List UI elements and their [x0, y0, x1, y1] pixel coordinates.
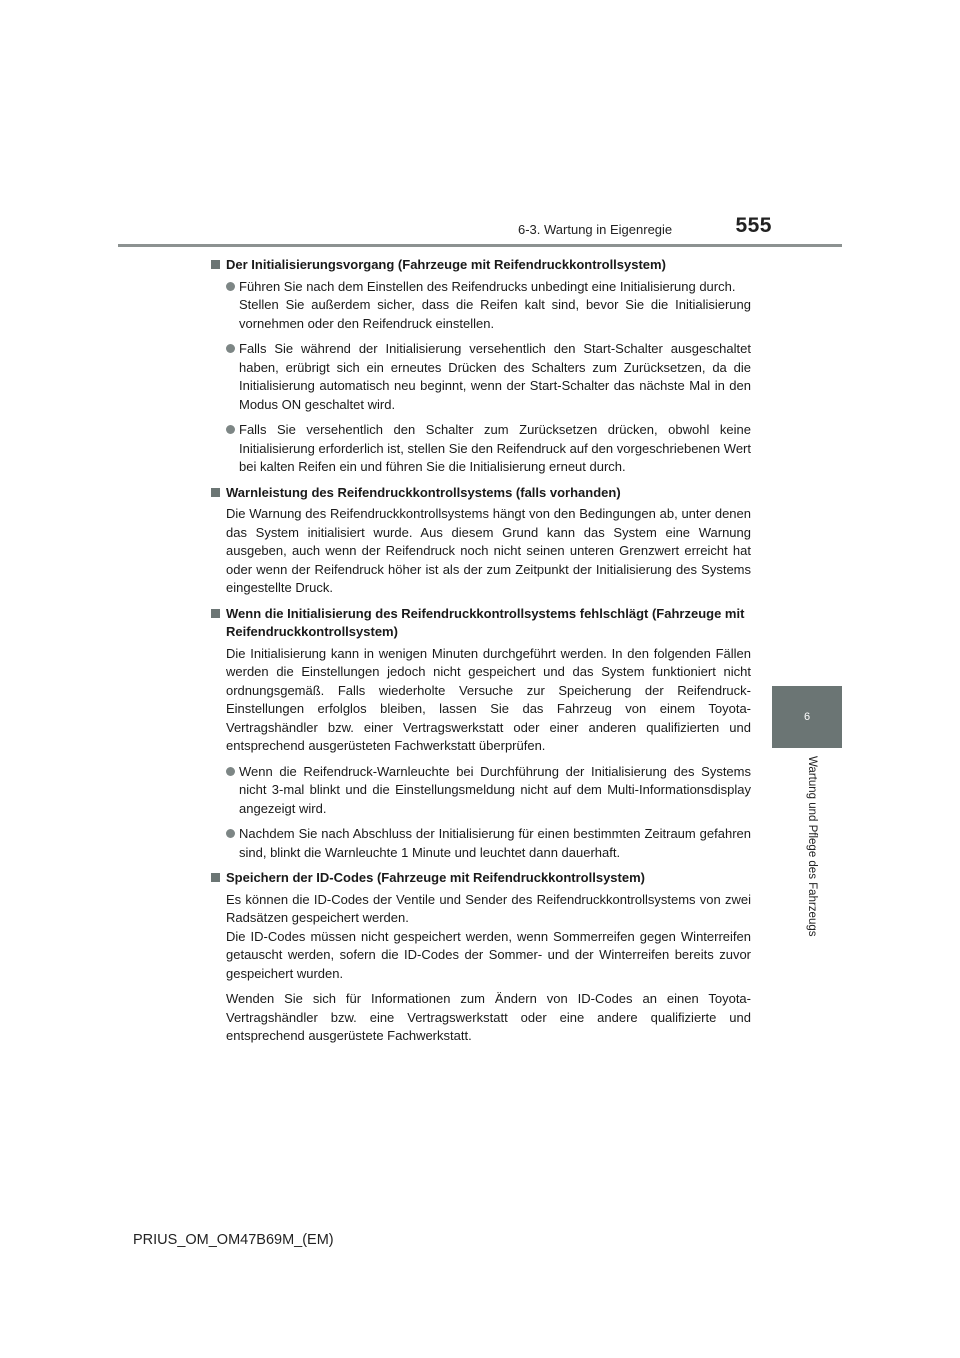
list-item: Falls Sie während der Initialisierung versehentlich den Start-Schalter ausgeschaltet haben, erübrigt sich ein erneutes Drücken des Schalters zum Zurücksetzen, da die Initialisierung automatisch neu beginnt, wenn der Start-Schalter das nächste Mal in den Modus ON geschaltet wird. — [211, 340, 751, 414]
chapter-tab-number: 6 — [772, 686, 842, 748]
square-bullet-icon — [211, 260, 220, 269]
header-divider — [118, 244, 842, 247]
round-bullet-icon — [226, 282, 235, 291]
main-content — [211, 256, 751, 1053]
list-item: Wenn die Reifendruck-Warnleuchte bei Durchführung der Initialisierung des Systems nicht 3-mal blinkt und die Einstellungsmeldung nicht auf dem Multi-Informationsdisplay angezeigt wird. — [211, 763, 751, 819]
page-number: 555 — [735, 214, 772, 237]
round-bullet-icon — [226, 767, 235, 776]
chapter-tab-label: Wartung und Pflege des Fahrzeugs — [806, 756, 818, 937]
square-bullet-icon — [211, 488, 220, 497]
square-bullet-icon — [211, 609, 220, 618]
section-heading: Speichern der ID-Codes (Fahrzeuge mit Reifendruckkontrollsystem) — [211, 869, 751, 888]
header-section-title: 6-3. Wartung in Eigenregie — [518, 222, 673, 237]
round-bullet-icon — [226, 829, 235, 838]
section-heading: Wenn die Initialisierung des Reifendruckkontrollsystems fehlschlägt (Fahrzeuge mit Reifendruckkontrollsystem) — [211, 605, 751, 642]
list-item: Nachdem Sie nach Abschluss der Initialisierung für einen bestimmten Zeitraum gefahren sind, blinkt die Warnleuchte 1 Minute und leuchtet dann dauerhaft. — [211, 825, 751, 862]
round-bullet-icon — [226, 425, 235, 434]
list-item: Führen Sie nach dem Einstellen des Reifendrucks unbedingt eine Initialisierung durch. Stellen Sie außerdem sicher, dass die Reifen kalt sind, bevor Sie die Initialisierung vornehmen oder den Reifendruck einstellen. — [211, 278, 751, 334]
paragraph: Wenden Sie sich für Informationen zum Ändern von ID-Codes an einen Toyota-Vertragshändler bzw. eine Vertragswerkstatt oder eine andere qualifizierte und entsprechend ausgerüstete Fachwerkstatt. — [226, 991, 751, 1043]
section-heading: Warnleistung des Reifendruckkontrollsystems (falls vorhanden) — [211, 484, 751, 503]
paragraph: Die Initialisierung kann in wenigen Minuten durchgeführt werden. In den folgenden Fällen werden die Einstellungen jedoch nicht gespeichert und das System funktioniert nicht ordnungsgemäß. Falls wiederholte Versuche zur Speicherung der Reifendruck-Einstellungen erfolglos bleiben, lassen Sie das Fahrzeug von einem Toyota-Vertragshändler bzw. einer Vertragswerkstatt oder einer anderen qualifizierten und entsprechend ausgerüsteten Fachwerkstatt überprüfen. — [226, 645, 751, 753]
paragraph: Die Warnung des Reifendruckkontrollsystems hängt von den Bedingungen ab, unter denen das System initialisiert wurde. Aus diesem Grund kann das System eine Warnung ausgeben, auch wenn der Reifendruck noch nicht seinen unteren Grenzwert erreicht hat oder wenn der Reifendruck höher ist als der zum Zeitpunkt der Initialisierung des Systems eingestellte Druck. — [226, 506, 751, 595]
square-bullet-icon — [211, 873, 220, 882]
section-heading: Der Initialisierungsvorgang (Fahrzeuge mit Reifendruckkontrollsystem) — [211, 256, 751, 275]
document-code: PRIUS_OM_OM47B69M_(EM) — [133, 1232, 334, 1248]
round-bullet-icon — [226, 344, 235, 353]
list-item: Falls Sie versehentlich den Schalter zum Zurücksetzen drücken, obwohl keine Initialisierung erforderlich ist, stellen Sie den Reifendruck auf den vorgeschriebenen Wert bei kalten Reifen ein und führen Sie die Initialisierung erneut durch. — [211, 421, 751, 477]
paragraph: Es können die ID-Codes der Ventile und Sender des Reifendruckkontrollsystems von zwei Radsätzen gespeichert werden. Die ID-Codes müssen nicht gespeichert werden, wenn Sommerreifen gegen Winterreifen getauscht werden, sofern die ID-Codes der Sommer- und der Winterreifen bereits zuvor gespeichert wurden. — [226, 891, 751, 981]
